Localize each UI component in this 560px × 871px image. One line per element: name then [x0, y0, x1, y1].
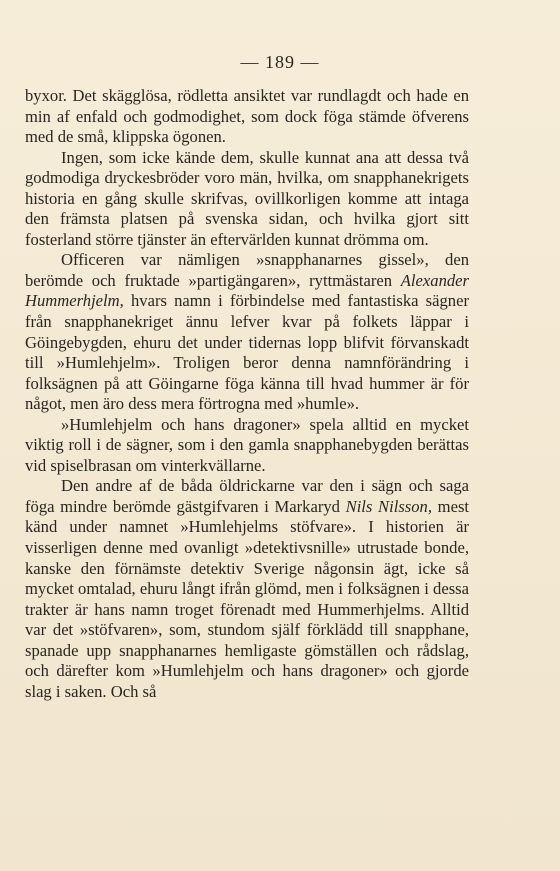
paragraph — [25, 86, 469, 148]
text-run: »Humlehjelm och hans dragoner» spela alltid en mycket viktig roll i de sägner, som i den gamla snapphanebygden berättas vid spiselbrasan om vinterkvällarne. — [25, 414, 469, 475]
page-number: — 189 — — [240, 52, 320, 72]
italic-name: Nils Nilsson, — [345, 496, 432, 516]
body-text — [25, 86, 469, 702]
italic-name: Alexander Hummerhjelm, — [25, 270, 469, 311]
text-run: Officeren var nämligen »snapphanarnes gissel», den berömde och fruktade »partigängaren», ryttmästaren — [25, 250, 469, 290]
text-run: Den andre af de båda öldrickarne var den i sägn och saga föga mindre berömde gästgifvaren i Markaryd — [25, 476, 469, 516]
text-run: Ingen, som icke kände dem, skulle kunnat ana att dessa två godmodiga dryckesbröder voro män, hvilka, om snapphanekrigets historia en gång skulle skrifvas, ovillkorligen komme att intaga den främsta platsen på svenska sidan, och hvilka gjort sitt fosterland större tjänster än eftervärlden kunnat drömma om. — [25, 147, 469, 249]
text-run: mest känd under namnet »Humlehjelms stöfvare». I historien är visserligen denne med ovanligt »detektivsnille» utrustade bonde, kanske den förnämste detektiv Sverige någonsin ägt, icke så mycket omtalad, ehuru långt ifrån glömd, men i folksägnen i dessa trakter är hans namn troget förenadt med Hummerhjelms. Alltid var det »stöfvaren», som, stundom själf förklädd till snapphane, spanade upp snapphanarnes hemligaste gömställen och rådslag, och därefter kom »Humlehjelm och hans dragoner» och gjorde slag i saken. Och så — [25, 496, 470, 701]
paragraph — [25, 250, 469, 414]
paragraph — [25, 148, 469, 251]
text-run: byxor. Det skägglösa, rödletta ansiktet var rundlagdt och hade en min af enfald och godmodighet, som dock föga stämde öfverens med de små, klippska ögonen. — [25, 86, 469, 147]
text-run: hvars namn i förbindelse med fantastiska sägner från snapphanekriget ännu lefver kvar på folkets läppar i Göingebygden, ehuru det under tidernas lopp blifvit förvanskadt till »Humlehjelm». Troligen beror denna namnförändring i folksägnen på att Göingarne föga känna till hvad hummer är för något, men äro dess mera förtrogna med »humle». — [25, 291, 469, 414]
paragraph — [25, 415, 469, 477]
paragraph — [25, 476, 469, 702]
